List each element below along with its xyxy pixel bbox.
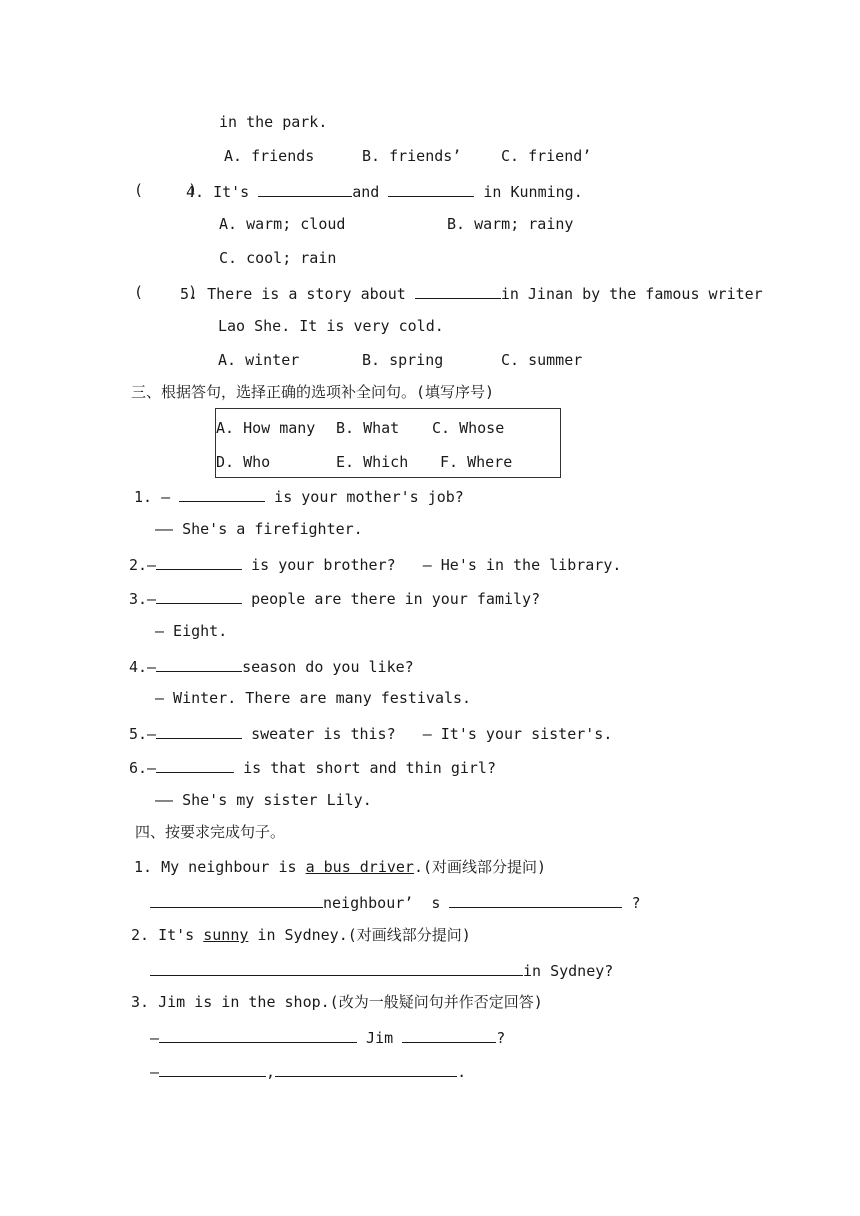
q3-option-c: C. friend’ [501,147,592,165]
s3-q5: 5.— sweater is this? — It's your sister's. [129,722,612,744]
q5-stem-cont: Lao She. It is very cold. [218,317,444,335]
s4-q2-stem: 2. It's sunny in Sydney.(对画线部分提问) [131,926,471,944]
s4-q3-response-1: — Jim ? [150,1026,505,1048]
q5-option-a: A. winter [218,351,300,369]
s3-q2-blank[interactable] [156,553,242,570]
q5-blank[interactable] [415,282,501,299]
q3-stem-cont: in the park. [219,113,328,131]
q3-option-b: B. friends’ [362,147,462,165]
option-where: F. Where [440,453,513,471]
s3-q4-blank[interactable] [156,655,242,672]
s3-q3-blank[interactable] [156,587,242,604]
q4-blank-2[interactable] [388,180,474,197]
q4-blank-1[interactable] [258,180,352,197]
s4-q1-response: neighbour’ s ? [150,891,641,913]
option-what: B. What [336,419,400,437]
s4-q3-blank-1[interactable] [159,1026,357,1043]
q3-option-a: A. friends [224,147,315,165]
s3-q4-answer: — Winter. There are many festivals. [155,689,472,707]
s4-q3-response-2: — , . [150,1060,466,1082]
s3-q5-blank[interactable] [156,722,242,739]
q4-option-b: B. warm; rainy [447,215,574,233]
s4-q3-blank-2[interactable] [402,1026,496,1043]
s3-q6-blank[interactable] [156,756,234,773]
s4-q3-blank-3[interactable] [159,1060,266,1077]
option-whose: C. Whose [432,419,505,437]
q4-answer-paren[interactable]: ( ) [134,181,198,199]
q5-stem: 5. There is a story about in Jinan by the famous writer [180,282,763,304]
s4-q2-response: in Sydney? [150,959,613,981]
s4-q1-blank-2[interactable] [449,891,622,908]
s3-q3-answer: — Eight. [155,622,228,640]
q4-option-a: A. warm; cloud [219,215,346,233]
option-who: D. Who [216,453,271,471]
q4-stem: 4. It's and in Kunming. [186,180,583,202]
q4-option-c: C. cool; rain [219,249,337,267]
s3-q6-answer: —— She's my sister Lily. [155,791,372,809]
q5-option-b: B. spring [362,351,444,369]
q5-option-c: C. summer [501,351,583,369]
s3-q2: 2.— is your brother? — He's in the library. [129,553,621,575]
option-how-many: A. How many [216,419,316,437]
section-4-heading: 四、按要求完成句子。 [135,823,286,841]
s3-q1-answer: —— She's a firefighter. [155,520,363,538]
s4-q3-stem: 3. Jim is in the shop.(改为一般疑问句并作否定回答) [131,993,543,1011]
s3-q4: 4.— season do you like? [129,655,414,677]
s4-q2-blank[interactable] [150,959,523,976]
s4-q1-stem: 1. My neighbour is a bus driver.(对画线部分提问) [134,858,547,876]
s3-q3: 3.— people are there in your family? [129,587,540,609]
s4-q3-blank-4[interactable] [275,1060,457,1077]
s3-q6: 6.— is that short and thin girl? [129,756,496,778]
s4-q1-blank-1[interactable] [150,891,323,908]
option-which: E. Which [336,453,409,471]
section-3-heading: 三、根据答句，选择正确的选项补全问句。(填写序号) [131,383,495,401]
s3-q1: 1. — is your mother's job? [134,485,464,507]
q5-answer-paren[interactable]: ( ) [134,283,198,301]
s3-q1-blank[interactable] [179,485,265,502]
